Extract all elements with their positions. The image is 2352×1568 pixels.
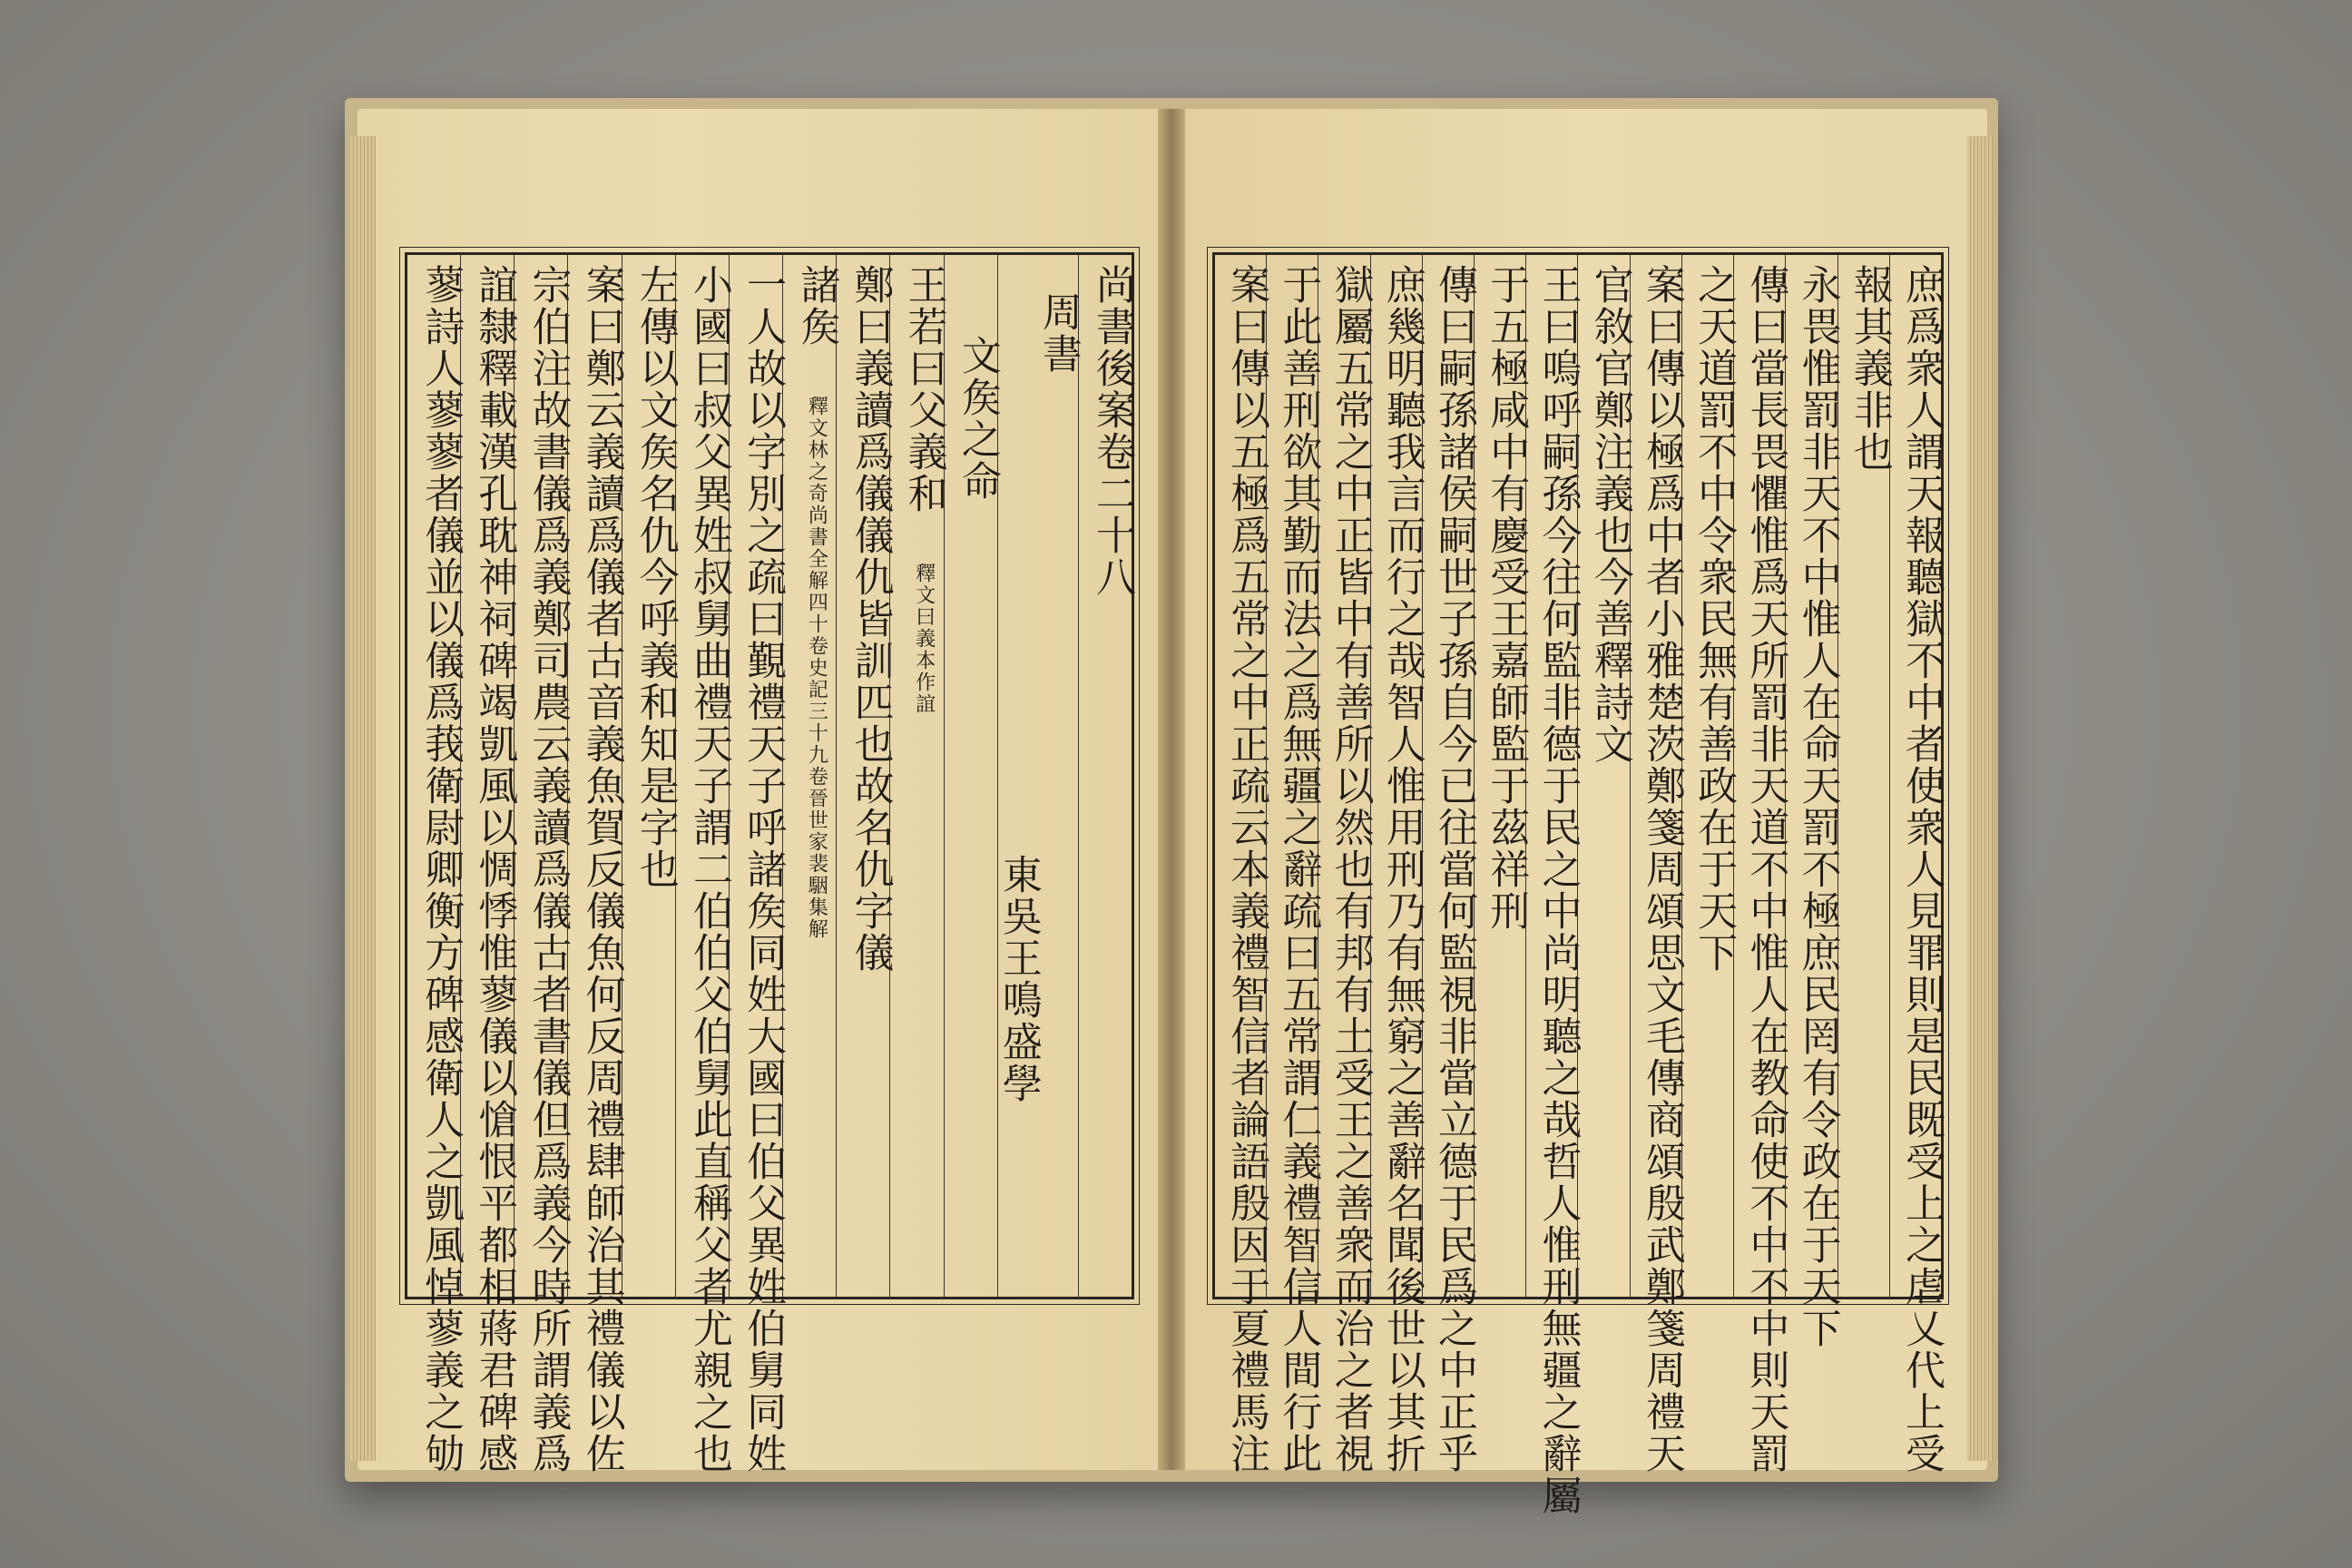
annotation: 釋文林之奇尚書全解四十卷史記三十九卷晉世家裴駰集解 <box>805 396 828 940</box>
text-column: 傳曰嗣孫諸侯嗣世子孫自今已往當何監視非當立德于民爲之中正乎 <box>1422 255 1474 1297</box>
text-column: 案曰鄭云義讀爲儀者古音義魚賀反儀魚何反周禮肆師治其禮儀以佐 <box>567 255 621 1297</box>
text-column: 之天道罰不中令衆民無有善政在于天下 <box>1681 255 1733 1297</box>
text-column: 傳曰當長畏懼惟爲天所罰非天道不中惟人在教命使不中不中則天罰 <box>1733 255 1785 1297</box>
book-gutter <box>1158 109 1185 1470</box>
right-text-frame <box>1212 252 1945 1516</box>
text-main: 諸矦 <box>793 264 840 348</box>
text-column: 報其義非也 <box>1838 255 1889 1297</box>
text-column: 小國曰叔父異姓叔舅曲禮天子謂二伯伯父伯舅此直稱父者尤親之也 <box>675 255 729 1297</box>
right-page <box>1180 109 1987 1516</box>
text-column: 永畏惟罰非天不中惟人在命天罰不極庶民罔有令政在于天下 <box>1785 255 1837 1297</box>
left-page-edges <box>350 136 376 1461</box>
section-label: 周書 <box>1034 291 1082 375</box>
text-column: 蓼詩人蓼蓼者儀並以儀爲莪衛尉卿衡方碑感衛人之凱風悼蓼義之劬 <box>417 264 465 1475</box>
volume-title: 尚書後案卷二十八 <box>1078 255 1132 1297</box>
left-page <box>358 109 1165 1475</box>
text-column: 庶幾明聽我言而行之哉智人惟用刑乃有無窮之善辭名聞後世以其折 <box>1370 255 1422 1297</box>
text-main: 王若曰父義和 <box>900 264 947 514</box>
text-column: 一人故以字別之疏曰覲禮天子呼諸矦同姓大國曰伯父異姓伯舅同姓 <box>729 255 782 1297</box>
right-page-edges <box>1967 136 1993 1461</box>
right-columns <box>1215 255 1945 1516</box>
left-columns <box>407 255 1135 1475</box>
text-column <box>782 255 840 1297</box>
left-text-frame <box>405 252 1135 1475</box>
text-column: 左傳以文矦名仇今呼義和知是字也 <box>622 255 675 1297</box>
section-heading <box>995 255 1082 1297</box>
text-column <box>889 255 947 1297</box>
text-column: 宗伯注故書儀爲義鄭司農云義讀爲儀古者書儀但爲義今時所謂義爲 <box>514 255 567 1297</box>
text-main: 鄭曰義讀爲儀儀仇皆訓匹也故名仇字儀 <box>847 264 894 974</box>
text-column: 庶爲衆人謂天報聽獄不中者使衆人見罪則是民既受上之虐乂代上受 <box>1889 255 1941 1297</box>
text-column: 案曰傳以極爲中者小雅楚茨鄭箋周頌思文毛傳商頌殷武鄭箋周禮天 <box>1630 255 1681 1297</box>
author-line: 東吳王鳴盛學 <box>995 854 1042 1104</box>
chapter-title: 文矦之命 <box>944 255 997 1297</box>
text-column <box>836 255 894 1297</box>
text-column: 王曰嗚呼嗣孫今往何監非德于民之中尚明聽之哉哲人惟刑無疆之辭屬 <box>1525 255 1577 1297</box>
text-column: 官敘官鄭注義也今善釋詩文 <box>1577 255 1629 1297</box>
annotation: 釋文曰義本作誼 <box>912 563 936 715</box>
open-book <box>345 98 1998 1516</box>
text-column: 案曰傳以五極爲五常之中正疏云本義禮智信者論語殷因于夏禮馬注 <box>1223 264 1270 1475</box>
text-column: 獄屬五常之中正皆中有善所以然也有邦有土受王之善衆而治之者視 <box>1318 255 1369 1297</box>
text-column: 誼隸釋載漢孔耽神祠碑竭凱風以惆悸惟蓼儀以愴恨平都相蔣君碑感 <box>460 255 514 1297</box>
text-column: 于五極咸中有慶受王嘉師監于茲祥刑 <box>1474 255 1525 1297</box>
text-column: 于此善刑欲其勤而法之爲無疆之辭疏曰五常謂仁義禮智信人間行此 <box>1266 255 1318 1297</box>
